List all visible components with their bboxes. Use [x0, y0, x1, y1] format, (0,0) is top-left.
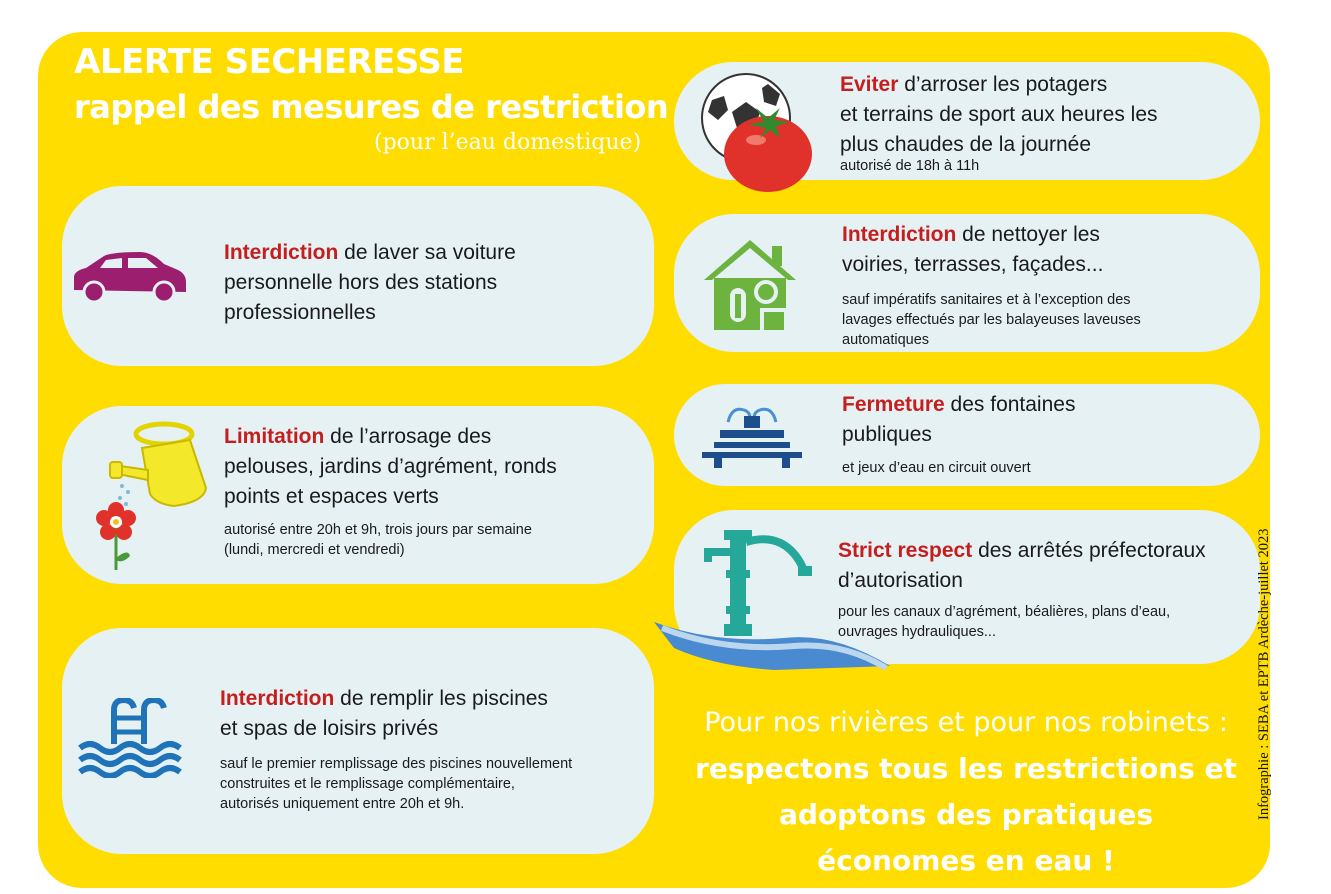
car-text-1: de laver sa voiture — [338, 241, 516, 264]
garden-keyword: Eviter — [840, 73, 899, 96]
cleaning-note-1: sauf impératifs sanitaires et à l’exception des — [842, 292, 1131, 308]
cleaning-keyword: Interdiction — [842, 223, 957, 246]
watering-text-2: pelouses, jardins d’agrément, ronds — [224, 455, 557, 478]
fountain-measure-text — [842, 390, 1075, 450]
watering-text-1: de l’arrosage des — [324, 425, 492, 448]
fountain-text-2: publiques — [842, 423, 932, 446]
cleaning-text-1: de nettoyer les — [956, 223, 1100, 246]
garden-text-1: d’arroser les potagers — [898, 73, 1108, 96]
page-title: ALERTE SECHERESSE — [74, 42, 465, 82]
fountain-icon — [700, 402, 804, 472]
watering-measure-text — [224, 422, 557, 512]
cleaning-note-3: automatiques — [842, 332, 930, 348]
slogan-line-2: respectons tous les restrictions et — [695, 752, 1237, 785]
garden-note: autorisé de 18h à 11h — [840, 158, 980, 174]
garden-text-2: et terrains de sport aux heures les — [840, 103, 1158, 126]
car-measure-text — [224, 238, 516, 328]
watering-note — [224, 520, 532, 560]
pool-note-3: autorisés uniquement entre 20h et 9h. — [220, 796, 465, 812]
cleaning-measure-text — [842, 220, 1103, 280]
pool-note — [220, 754, 572, 814]
car-icon — [70, 250, 190, 304]
garden-measure-text — [840, 70, 1158, 160]
prefectoral-note — [838, 602, 1170, 642]
pool-note-1: sauf le premier remplissage des piscines nouvellement — [220, 756, 573, 772]
car-text-2: personnelle hors des stations — [224, 271, 498, 294]
page-subtitle: rappel des mesures de restriction — [74, 88, 669, 126]
prefectoral-measure-text — [838, 536, 1206, 596]
prefectoral-text-1: des arrêtés préfectoraux — [972, 539, 1206, 562]
slogan-line-1: Pour nos rivières et pour nos robinets : — [704, 707, 1228, 738]
pool-text-2: et spas de loisirs privés — [220, 717, 439, 740]
fountain-note: et jeux d’eau en circuit ouvert — [842, 460, 1031, 476]
pool-keyword: Interdiction — [220, 687, 335, 710]
pool-ladder-icon — [78, 698, 182, 778]
watering-note-2: (lundi, mercredi et vendredi) — [224, 542, 405, 558]
slogan-line-4: économes en eau ! — [817, 844, 1115, 877]
scope-note: (pour l’eau domestique) — [374, 130, 642, 155]
car-keyword: Interdiction — [224, 241, 339, 264]
watering-note-1: autorisé entre 20h et 9h, trois jours par semaine — [224, 522, 532, 538]
watering-keyword: Limitation — [224, 425, 325, 448]
fountain-keyword: Fermeture — [842, 393, 945, 416]
prefectoral-note-1: pour les canaux d’agrément, béalières, plans d’eau, — [838, 604, 1171, 620]
house-icon — [702, 238, 798, 334]
garden-text-3: plus chaudes de la journée — [840, 133, 1092, 156]
fountain-text-1: des fontaines — [944, 393, 1076, 416]
slogan-line-3: adoptons des pratiques — [779, 798, 1153, 831]
watering-can-icon — [92, 418, 214, 576]
cleaning-text-2: voiries, terrasses, façades... — [842, 253, 1104, 276]
cleaning-note — [842, 290, 1141, 350]
pool-text-1: de remplir les piscines — [334, 687, 548, 710]
car-text-3: professionnelles — [224, 301, 376, 324]
cleaning-note-2: lavages effectués par les balayeuses laveuses — [842, 312, 1141, 328]
prefectoral-keyword: Strict respect — [838, 539, 973, 562]
pool-measure-text — [220, 684, 548, 744]
ball-tomato-icon — [698, 72, 816, 196]
credit-line: Infographie : SEBA et EPTB Ardèche-juillet 2023 — [1256, 528, 1272, 820]
slogan — [676, 700, 1256, 884]
pool-note-2: construites et le remplissage complémentaire, — [220, 776, 515, 792]
prefectoral-note-2: ouvrages hydrauliques... — [838, 624, 996, 640]
prefectoral-text-2: d’autorisation — [838, 569, 963, 592]
watering-text-3: points et espaces verts — [224, 485, 439, 508]
